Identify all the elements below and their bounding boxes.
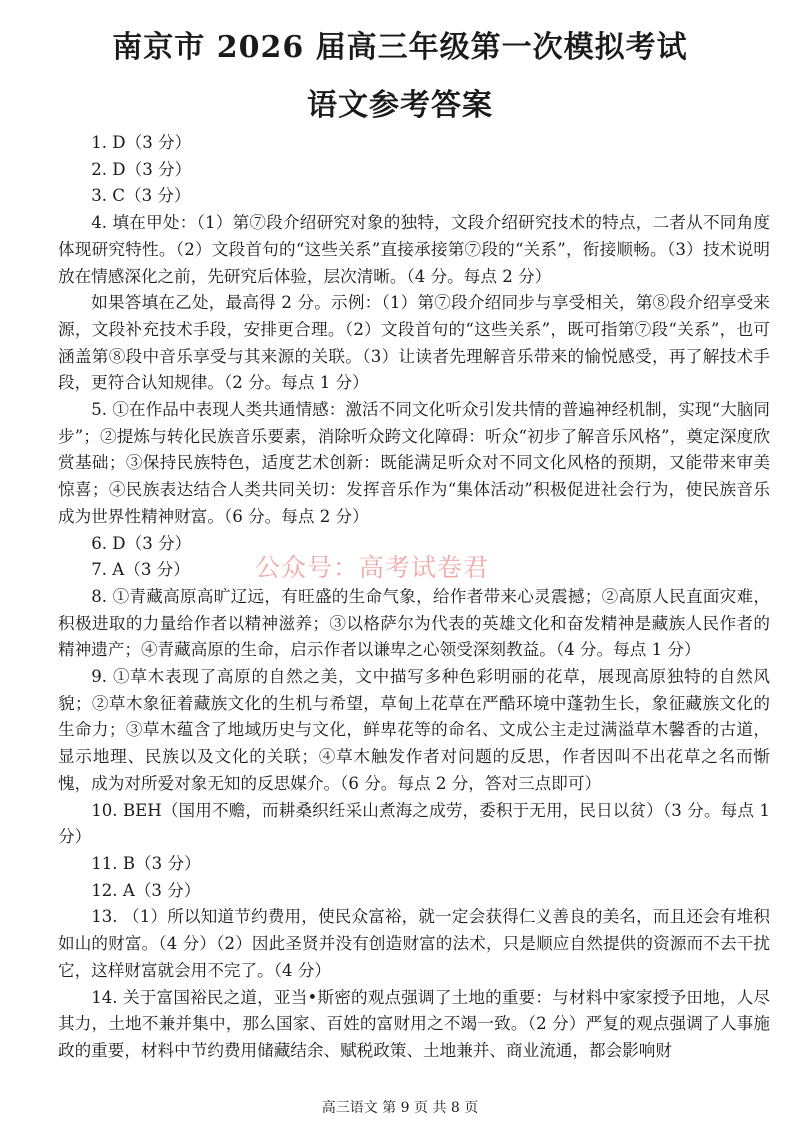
answer-2: 2. D（3 分） bbox=[91, 159, 192, 179]
answer-11: 11. B（3 分） bbox=[91, 853, 201, 873]
answer-3: 3. C（3 分） bbox=[91, 186, 191, 206]
answer-5: 5. ①在作品中表现人类共通情感：激活不同文化听众引发共情的普遍神经机制，实现“大脑同步”；②提炼与转化民族音乐要素，消除听众跨文化障碍：听众“初步了解音乐风格”，奠定深度欣赏基础；③保持民族特色，适度艺术创新：既能满足听众对不同文化风格的预期，又能带来审美惊喜；④民族表达结合人类共同关切：发挥音乐作为“集体活动”积极促进社会行为，使民族音乐成为世界性精神财富。（6 分。每点 2 分） bbox=[58, 400, 770, 526]
answer-4-alternative: 如果答填在乙处，最高得 2 分。示例：（1）第⑦段介绍同步与享受相关，第⑧段介绍享受来源，文段补充技术手段，安排更合理。（2）文段首句的“这些关系”，既可指第⑦段“关系”，也可涵盖第⑧段中音乐享受与其来源的关联。（3）让读者先理解音乐带来的愉悦感受，再了解技术手段，更符合认知规律。（2 分。每点 1 分） bbox=[58, 293, 770, 393]
answer-10: 10. BEH（国用不赡，而耕桑织纴采山煮海之成劳，委积于无用，民日以贫）（3 分。每点 1 分） bbox=[58, 800, 770, 847]
answer-8: 8. ①青藏高原高旷辽远，有旺盛的生命气象，给作者带来心灵震撼；②高原人民直面灾难，积极进取的力量给作者以精神滋养；③以格萨尔为代表的英雄文化和奋发精神是藏族人民作者的精神遗产；④青藏高原的生命，启示作者以谦卑之心领受深刻教益。（4 分。每点 1 分） bbox=[58, 586, 770, 660]
page-footer: 高三语文 第 9 页 共 8 页 bbox=[321, 1100, 479, 1116]
document-subtitle: 语文参考答案 bbox=[307, 88, 493, 123]
answer-1: 1. D（3 分） bbox=[91, 133, 192, 152]
answer-7: 7. A（3 分） bbox=[91, 560, 190, 580]
answer-4: 4. 填在甲处：（1）第⑦段介绍研究对象的独特，文段介绍研究技术的特点，二者从不同角度体现研究特性。（2）文段首句的“这些关系”直接承接第⑦段的“关系”，衔接顺畅。（3）技术说明放在情感深化之前，先研究后体验，层次清晰。（4 分。每点 2 分） bbox=[58, 213, 770, 286]
answer-13: 13. （1）所以知道节约费用，使民众富裕，就一定会获得仁义善良的美名，而且还会有堆积如山的财富。（4 分）（2）因此圣贤并没有创造财富的法术，只是顺应自然提供的资源而不去干扰它，这样财富就会用不完了。（4 分） bbox=[58, 907, 770, 980]
answer-14: 14. 关于富国裕民之道，亚当•斯密的观点强调了土地的重要：与材料中家家授予田地，人尽其力，土地不兼并集中，那么国家、百姓的富财用之不竭一致。（2 分）严复的观点强调了人事施政的重要，材料中节约费用储藏结余、赋税政策、土地兼并、商业流通，都会影响财 bbox=[58, 987, 770, 1060]
answer-9: 9. ①草木表现了高原的自然之美，文中描写多种色彩明丽的花草，展现高原独特的自然风貌；②草木象征着藏族文化的生机与希望，草甸上花草在严酷环境中蓬勃生长，象征藏族文化的生命力；③草木蕴含了地域历史与文化，鲜卑花等的命名、文成公主走过满溢草木馨香的古道，显示地理、民族以及文化的关联；④草木触发作者对问题的反思，作者因叫不出花草之名而惭愧，成为对所爱对象无知的反思媒介。（6 分。每点 2 分，答对三点即可） bbox=[58, 667, 770, 793]
answer-6: 6. D（3 分） bbox=[91, 533, 192, 553]
watermark: 公众号：高考试卷君 bbox=[255, 553, 490, 582]
answer-12: 12. A（3 分） bbox=[91, 880, 201, 900]
answer-list bbox=[58, 130, 770, 1065]
document-title: 南京市 2026 届高三年级第一次模拟考试 bbox=[112, 30, 688, 65]
